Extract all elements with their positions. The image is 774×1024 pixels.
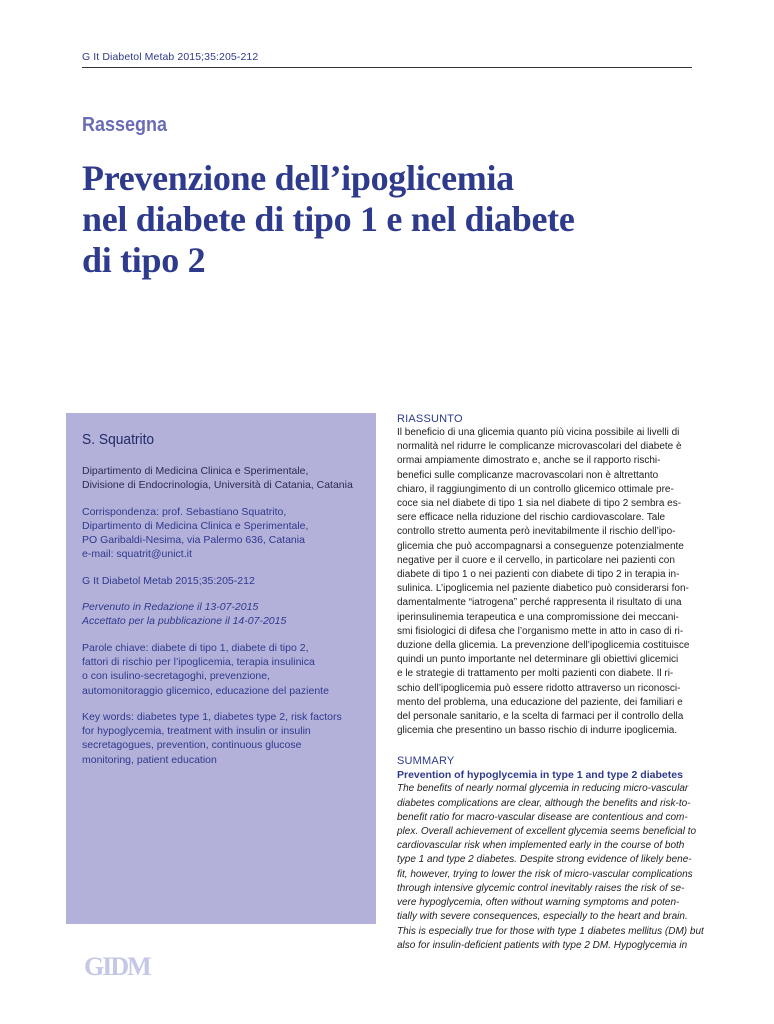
correspondence-line: Dipartimento di Medicina Clinica e Sperimentale, <box>82 519 309 532</box>
summary-line: diabetes complications are clear, although the benefits and risk-to- <box>397 797 691 809</box>
affiliation-line: Dipartimento di Medicina Clinica e Sperimentale, <box>82 465 309 477</box>
summary-line: benefit ratio for macro-vascular disease are contentious and com- <box>397 811 688 823</box>
riassunto-line: del personale sanitario, e la scelta di farmaci per il controllo della <box>397 711 684 723</box>
summary-line: cardiovascular risk when implemented early in the course of both <box>397 840 685 852</box>
summary-subheading: Prevention of hypoglycemia in type 1 and type 2 diabetes <box>397 769 683 782</box>
date-line: Pervenuto in Redazione il 13-07-2015 <box>82 601 259 614</box>
abstract-column <box>397 412 704 953</box>
gidm-logo: GIDM <box>84 952 150 981</box>
riassunto-line: normalità nel ridurre le complicanze microvascolari del diabete è <box>397 441 682 453</box>
journal-reference: G It Diabetol Metab 2015;35:205-212 <box>82 51 259 63</box>
summary-body <box>397 782 704 952</box>
riassunto-line: glicemia che presentino un basso rischio di indurre ipoglicemia. <box>397 725 678 737</box>
riassunto-line: Il beneficio di una glicemia quanto più vicina possibile ai livelli di <box>397 427 680 438</box>
riassunto-line: sere efficace nella riduzione del rischio cardiovascolare. Tale <box>397 512 666 524</box>
summary-line: also for insulin-deficient patients with type 2 DM. Hypoglycemia in <box>397 939 688 951</box>
riassunto-line: controllo stretto aumenta però inevitabilmente il rischio dell’ipo- <box>397 526 676 538</box>
section-label: Rassegna <box>82 114 168 136</box>
keyword-line: secretagogues, prevention, continuous glucose <box>82 739 302 752</box>
riassunto-line: iperinsulinemia terapeutica e una compromissione dei meccani- <box>397 611 679 623</box>
riassunto-line: coce sia nel diabete di tipo 1 sia nel diabete di tipo 2 sembra es- <box>397 498 682 510</box>
summary-line: type 1 and type 2 diabetes. Despite strong evidence of likely bene- <box>397 854 692 866</box>
keyword-line: for hypoglycemia, treatment with insulin or insulin <box>82 725 311 738</box>
riassunto-line: ormai ampiamente dimostrato e, anche se il rapporto rischi- <box>397 455 661 467</box>
riassunto-heading: RIASSUNTO <box>397 413 463 425</box>
riassunto-line: e le strategie di trattamento per molti pazienti con diabete. Il ri- <box>397 668 674 680</box>
keyword-line: monitoring, patient education <box>82 753 217 766</box>
riassunto-line: negative per il cuore e il cervello, in particolare nei pazienti con <box>397 554 675 566</box>
date-line: Accettato per la pubblicazione il 14-07-2015 <box>82 615 287 628</box>
summary-heading: SUMMARY <box>397 755 455 768</box>
riassunto-line: quindi un punto importante nel determinare gli obiettivi glicemici <box>397 654 679 666</box>
citation: G It Diabetol Metab 2015;35:205-212 <box>82 574 255 587</box>
keyword-line: Parole chiave: diabete di tipo 1, diabete di tipo 2, <box>82 641 309 654</box>
title-line: nel diabete di tipo 1 e nel diabete <box>82 199 575 239</box>
summary-line: tially with severe consequences, especially to the heart and brain. <box>397 911 688 923</box>
riassunto-line: schio dell’ipoglicemia può essere ridotto attraverso un riconosci- <box>397 682 681 694</box>
affiliation <box>82 464 367 493</box>
article-title <box>82 158 722 281</box>
email-link[interactable]: e-mail: squatrit@unict.it <box>82 548 192 561</box>
summary-line: fit, however, trying to lower the risk of micro-vascular complications <box>397 868 693 880</box>
summary-line: through intensive glycemic control inevitably raises the risk of se- <box>397 882 685 894</box>
correspondence <box>82 505 367 562</box>
keyword-line: fattori di rischio per l’ipoglicemia, terapia insulinica <box>82 655 315 668</box>
correspondence-line: Corrispondenza: prof. Sebastiano Squatrito, <box>82 505 287 518</box>
title-line: di tipo 2 <box>82 240 206 280</box>
riassunto-line: sulinica. L’ipoglicemia nel paziente diabetico può considerarsi fon- <box>397 583 689 595</box>
riassunto-line: damentalmente “iatrogena” perché rappresenta il risultato di una <box>397 597 682 609</box>
riassunto-line: smi fisiologici di difesa che l’organismo mette in atto in caso di ri- <box>397 625 684 637</box>
summary-line: This is especially true for those with type 1 diabetes mellitus (DM) but <box>397 925 704 937</box>
summary-line: vere hypoglycemia, often without warning symptoms and poten- <box>397 897 680 909</box>
author-name: S. Squatrito <box>82 431 155 448</box>
keywords-italian <box>82 641 367 698</box>
correspondence-line: PO Garibaldi-Nesima, via Palermo 636, Catania <box>82 534 305 547</box>
keywords-english <box>82 710 367 767</box>
title-line: Prevenzione dell’ipoglicemia <box>82 158 514 198</box>
header-divider <box>82 67 692 68</box>
riassunto-line: glicemia che può accompagnarsi a conseguenze potenzialmente <box>397 540 684 552</box>
author-info-sidebar <box>66 413 376 924</box>
keyword-line: Key words: diabetes type 1, diabetes type 2, risk factors <box>82 710 342 723</box>
riassunto-line: diabete di tipo 1 o nei pazienti con diabete di tipo 2 in terapia in- <box>397 569 680 581</box>
received-dates <box>82 600 367 629</box>
riassunto-line: benefici sulle complicanze macrovascolari non è altrettanto <box>397 469 659 481</box>
summary-line: plex. Overall achievement of excellent glycemia seems beneficial to <box>397 826 697 838</box>
riassunto-line: chiaro, il raggiungimento di un controllo glicemico ottimale pre- <box>397 483 674 495</box>
riassunto-body <box>397 426 694 738</box>
keyword-line: o con isulino-secretagoghi, prevenzione, <box>82 670 270 683</box>
affiliation-line: Divisione di Endocrinologia, Università di Catania, Catania <box>82 479 353 492</box>
summary-line: The benefits of nearly normal glycemia in reducing micro-vascular <box>397 783 689 795</box>
riassunto-line: mento del problema, una educazione del paziente, dei familiari e <box>397 696 683 708</box>
keyword-line: automonitoraggio glicemico, educazione del paziente <box>82 684 329 697</box>
riassunto-line: duzione della glicemia. La prevenzione dell’ipoglicemia costituisce <box>397 640 690 652</box>
